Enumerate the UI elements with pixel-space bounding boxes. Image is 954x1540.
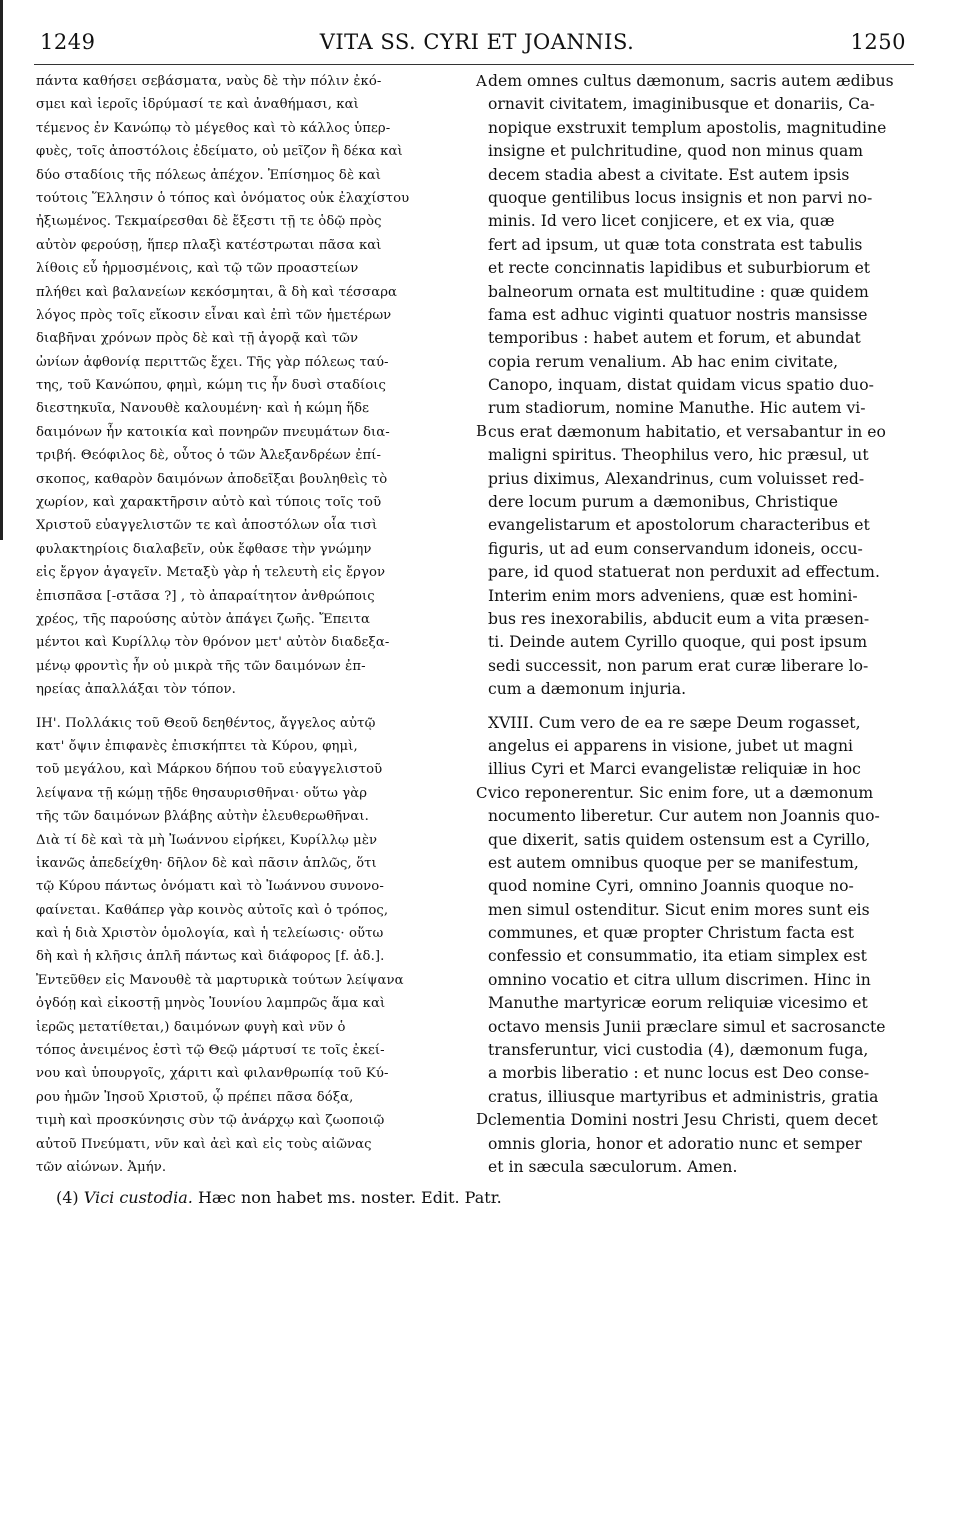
margin-marker-c: C <box>476 784 488 802</box>
latin-text-line: men simul ostenditur. Sicut enim mores sunt eis <box>488 900 870 919</box>
greek-text-line: διεστηκυῖα, Νανουθὲ καλουμένη· καὶ ἡ κώμη ἥδε <box>36 401 370 417</box>
greek-text-line: τέμενος ἐν Κανώπῳ τὸ μέγεθος καὶ τὸ κάλλος ὑπερ- <box>36 120 391 136</box>
latin-text-line: prius diximus, Alexandrinus, cum voluisset red- <box>488 469 865 488</box>
page-number-left: 1249 <box>40 30 96 54</box>
latin-text-line: decem stadia abest a civitate. Est autem ipsis <box>488 165 850 184</box>
paragraph-gap <box>36 702 474 712</box>
latin-text-line: balneorum ornata est multitudine : quæ quidem <box>488 282 869 301</box>
greek-text-line: Διὰ τί δὲ καὶ τὰ μὴ Ἰωάννου εἰρήκει, Κυρίλλῳ μὲν <box>36 832 378 848</box>
greek-text-line: ὀγδόῃ καὶ εἰκοστῇ μηνὸς Ἰουνίου λαμπρῶς ἅμα καὶ <box>36 996 386 1012</box>
latin-text-line: rum stadiorum, nomine Manuthe. Hic autem vi- <box>488 399 866 418</box>
latin-text-line: communes, et quæ propter Christum facta est <box>488 924 855 943</box>
latin-text-line: evangelistarum et apostolorum characteribus et <box>488 516 870 535</box>
latin-text-line: Interim enim mors adveniens, quæ est homini- <box>488 586 858 605</box>
latin-text-line: confessio et consummatio, ita etiam simplex est <box>488 947 867 966</box>
latin-text-line: sedi successit, non parum erat curæ liberare lo- <box>488 656 869 675</box>
latin-text-line: octavo mensis Junii præclare simul et sacrosancte <box>488 1017 886 1036</box>
paragraph-gap <box>488 702 916 712</box>
latin-text-line: cratus, illiusque martyribus et administris, gratia <box>488 1087 879 1106</box>
latin-text-line: omnino vocatio et citra ullum discrimen. Hinc in <box>488 970 871 989</box>
latin-text-line: angelus ei apparens in visione, jubet ut magni <box>488 736 853 755</box>
latin-text-line: cum a dæmonum injuria. <box>488 680 687 699</box>
latin-text-line: transferuntur, vici custodia (4), dæmonum fuga, <box>488 1041 869 1060</box>
greek-text-line: τῷ Κύρου πάντως ὀνόματι καὶ τὸ Ἰωάννου συνονο- <box>36 879 384 895</box>
latin-text-line: fama est adhuc viginti quatuor nostris mansisse <box>488 305 868 324</box>
greek-text-line: μένῳ φροντὶς ἦν οὐ μικρὰ τῆς τῶν δαιμόνων ἐπ- <box>36 658 366 674</box>
greek-text-line: κατ' ὄψιν ἐπιφανὲς ἐπισκήπτει τὰ Κύρου, φημὶ, <box>36 738 358 754</box>
greek-text-line: τιμὴ καὶ προσκύνησις σὺν τῷ ἀνάρχῳ καὶ ζωοποιῷ <box>36 1113 385 1129</box>
greek-text-line: ἠξιωμένος. Τεκμαίρεσθαι δὲ ἔξεστι τῇ τε ὁδῷ πρὸς <box>36 214 382 230</box>
margin-marker-b: B <box>476 422 488 440</box>
greek-column <box>36 70 474 1179</box>
latin-text-line: XVIII. Cum vero de ea re sæpe Deum rogasset, <box>488 713 861 732</box>
header-rule <box>34 64 914 65</box>
latin-text-line: insigne et pulchritudine, quod non minus quam <box>488 142 864 161</box>
running-title: VITA SS. CYRI ET JOANNIS. <box>319 30 635 54</box>
latin-text-line: pare, id quod statuerat non perduxit ad effectum. <box>488 563 880 582</box>
greek-text-line: πάντα καθήσει σεβάσματα, ναὺς δὲ τὴν πόλιν ἐκό- <box>36 74 382 89</box>
greek-text-line: δύο σταδίοις τῆς πόλεως ἀπέχον. Ἐπίσημος δὲ καὶ <box>36 167 382 183</box>
latin-text-line: ornavit civitatem, imaginibusque et donariis, Ca- <box>488 95 875 114</box>
latin-text-line: cus erat dæmonum habitatio, et versabantur in eo <box>488 422 886 441</box>
greek-text-line: νου καὶ ὑπουργοῖς, χάριτι καὶ φιλανθρωπίᾳ τοῦ Κύ- <box>36 1066 389 1082</box>
page-number-right: 1250 <box>850 30 906 54</box>
latin-text-line: nocumento liberetur. Cur autem non Joannis quo- <box>488 807 880 826</box>
greek-text-line: φυλακτηρίοις διαλαβεῖν, οὐκ ἔφθασε τὴν γνώμην <box>36 541 372 557</box>
greek-text-line: της, τοῦ Κανώπου, φημὶ, κώμη τις ἦν δυσὶ σταδίοις <box>36 378 387 394</box>
greek-text-line: χρέος, τῆς παρούσης αὐτὸν ἀπάγει ζωῆς. Ἔπειτα <box>36 611 370 627</box>
greek-text-line: σμει καὶ ἱεροῖς ἱδρύμασί τε καὶ ἀναθήμασι, καὶ <box>36 97 359 113</box>
greek-text-line: μέντοι καὶ Κυρίλλῳ τὸν θρόνον μετ' αὐτὸν διαδεξα- <box>36 635 390 651</box>
greek-text-line: ηρείας ἀπαλλάξαι τὸν τόπον. <box>36 682 236 698</box>
footnote-label: Vici custodia. <box>83 1188 193 1207</box>
latin-text-line: Manuthe martyricæ eorum reliquiæ vicesimo et <box>488 994 868 1013</box>
latin-text-line: copia rerum venalium. Ab hac enim civitate, <box>488 352 839 371</box>
greek-text-line: λίθοις εὖ ἡρμοσμένοις, καὶ τῷ τῶν προαστείων <box>36 261 359 277</box>
greek-text-line: αὐτοῦ Πνεύματι, νῦν καὶ ἀεὶ καὶ εἰς τοὺς αἰῶνας <box>36 1136 372 1152</box>
greek-text-line: ρου ἡμῶν Ἰησοῦ Χριστοῦ, ᾧ πρέπει πᾶσα δόξα, <box>36 1089 354 1105</box>
latin-text-line: fert ad ipsum, ut quæ tota constrata est tabulis <box>488 235 863 254</box>
latin-text-line: et in sæcula sæculorum. Amen. <box>488 1157 738 1176</box>
greek-text-line: τοῦ μεγάλου, καὶ Μάρκου δήπου τοῦ εὐαγγελιστοῦ <box>36 762 383 778</box>
greek-text-line: δὴ καὶ ἡ κλῆσις ἁπλῆ πάντως καὶ διάφορος [f. ἀδ.]. <box>36 949 385 965</box>
latin-text-line: minis. Id vero licet conjicere, et ex via, quæ <box>488 212 835 231</box>
latin-text-line: maligni spiritus. Theophilus vero, hic præsul, ut <box>488 446 869 465</box>
latin-text-line: quoque gentilibus locus insignis et non parvi no- <box>488 188 873 207</box>
latin-text-line: que dixerit, satis quidem ostensum est a Cyrillo, <box>488 830 871 849</box>
greek-text-line: Ἐντεῦθεν εἰς Μανουθὲ τὰ μαρτυρικὰ τούτων λείψανα <box>36 972 404 988</box>
greek-text-line: εἰς ἔργον ἀγαγεῖν. Μεταξὺ γὰρ ἡ τελευτὴ εἰς ἔργον <box>36 565 386 581</box>
latin-text-line: est autem omnibus quoque per se manifestum, <box>488 853 859 872</box>
latin-text-line: illius Cyri et Marci evangelistæ reliquiæ in hoc <box>488 760 861 779</box>
latin-text-line: clementia Domini nostri Jesu Christi, quem decet <box>488 1111 878 1130</box>
greek-text-line: φαίνεται. Καθάπερ γὰρ κοινὸς αὐτοῖς καὶ ὁ τρόπος, <box>36 902 389 918</box>
page-edge-scan-mark <box>0 0 3 540</box>
greek-text-line: Χριστοῦ εὐαγγελιστῶν τε καὶ ἀποστόλων οἷα τισὶ <box>36 518 378 534</box>
latin-text-line: dere locum purum a dæmonibus, Christique <box>488 493 838 512</box>
latin-text-line: Canopo, inquam, distat quidam vicus spatio duo- <box>488 376 874 395</box>
greek-text-line: ἱερῶς μετατίθεται,) δαιμόνων φυγὴ καὶ νῦν ὁ <box>36 1019 346 1035</box>
greek-text-line: αὐτὸν φερούσῃ, ἥπερ πλαξὶ κατέστρωται πᾶσα καὶ <box>36 237 382 253</box>
footnote-number: (4) <box>56 1188 79 1207</box>
latin-text-line: figuris, ut ad eum conservandum idoneis, occu- <box>488 539 863 558</box>
latin-text-line: temporibus : habet autem et forum, et abundat <box>488 329 861 348</box>
latin-text-line: et recte concinnatis lapidibus et suburbiorum et <box>488 259 871 278</box>
greek-text-line: τῆς τῶν δαιμόνων βλάβης αὐτὴν ἐλευθερωθῆναι. <box>36 809 369 825</box>
greek-text-line: τριβή. Θεόφιλος δὲ, οὗτος ὁ τῶν Ἀλεξανδρέων ἐπί- <box>36 448 382 464</box>
latin-text-line: vico reponerentur. Sic enim fore, ut a dæmonum <box>488 783 874 802</box>
margin-marker-a: A <box>476 72 487 90</box>
greek-text-line: λείψανα τῇ κώμῃ τῇδε θησαυρισθῆναι· οὕτω γὰρ <box>36 785 368 801</box>
footnote-text: Hæc non habet ms. noster. Edit. Patr. <box>197 1188 502 1207</box>
greek-text-line: σκοπος, καθαρὸν δαιμόνων ἀποδεῖξαι βουληθεὶς τὸ <box>36 471 388 487</box>
latin-text-line: ti. Deinde autem Cyrillo quoque, qui post ipsum <box>488 633 868 652</box>
greek-text-line: ὠνίων ἀφθονίᾳ περιττῶς ἔχει. Τῆς γὰρ πόλεως ταύ- <box>36 354 389 370</box>
latin-text-line: a morbis liberatio : et nunc locus est Deo conse- <box>488 1064 870 1083</box>
greek-text-line: τῶν αἰώνων. Ἀμήν. <box>36 1159 167 1175</box>
greek-text-line: τούτοις Ἕλλησιν ὁ τόπος καὶ ὀνόματος οὐκ ἐλαχίστου <box>36 190 410 206</box>
greek-text-line: δαιμόνων ἦν κατοικία καὶ πονηρῶν πνευμάτων δια- <box>36 424 390 440</box>
footnote <box>56 1188 502 1207</box>
latin-column <box>488 70 916 1179</box>
greek-text-line: φυὲς, τοῖς ἀποστόλοις ἐδείματο, οὐ μεῖζον ἢ δέκα καὶ <box>36 144 403 160</box>
greek-text-line: καὶ ἡ διὰ Χριστὸν ὁμολογία, καὶ ἡ τελείωσις· οὕτω <box>36 926 384 942</box>
greek-text-line: πλήθει καὶ βαλανείων κεκόσμηται, ἃ δὴ καὶ τέσσαρα <box>36 284 398 300</box>
greek-text-line: ἐπισπᾶσα [-στᾶσα ?] , τὸ ἀπαραίτητον ἀνθρώποις <box>36 588 375 604</box>
latin-text-line: dem omnes cultus dæmonum, sacris autem ædibus <box>488 72 894 90</box>
greek-text-line: διαβῆναι χρόνων πρὸς δὲ καὶ τῇ ἀγορᾷ καὶ τῶν <box>36 331 359 347</box>
latin-text-line: quod nomine Cyri, omnino Joannis quoque no- <box>488 877 854 896</box>
greek-text-line: ΙΗ'. Πολλάκις τοῦ Θεοῦ δεηθέντος, ἄγγελος αὐτῷ <box>36 715 376 731</box>
greek-text-line: ἱκανῶς ἀπεδείχθη· δῆλον δὲ καὶ πᾶσιν ἁπλῶς, ὅτι <box>36 855 377 871</box>
latin-text-line: bus res inexorabilis, abducit eum a vita præsen- <box>488 609 870 628</box>
latin-text-line: omnis gloria, honor et adoratio nunc et semper <box>488 1134 862 1153</box>
margin-marker-d: D <box>476 1110 489 1128</box>
latin-text-line: nopique exstruxit templum apostolis, magnitudine <box>488 118 887 137</box>
greek-text-line: λόγος πρὸς τοῖς εἴκοσιν εἶναι καὶ ἐπὶ τῶν ἡμετέρων <box>36 307 392 323</box>
greek-text-line: τόπος ἀνειμένος ἐστὶ τῷ Θεῷ μάρτυσί τε τοῖς ἐκεί- <box>36 1043 385 1059</box>
greek-text-line: χωρίον, καὶ χαρακτῆρσιν αὐτὸ καὶ τύποις τοῖς τοῦ <box>36 495 382 511</box>
